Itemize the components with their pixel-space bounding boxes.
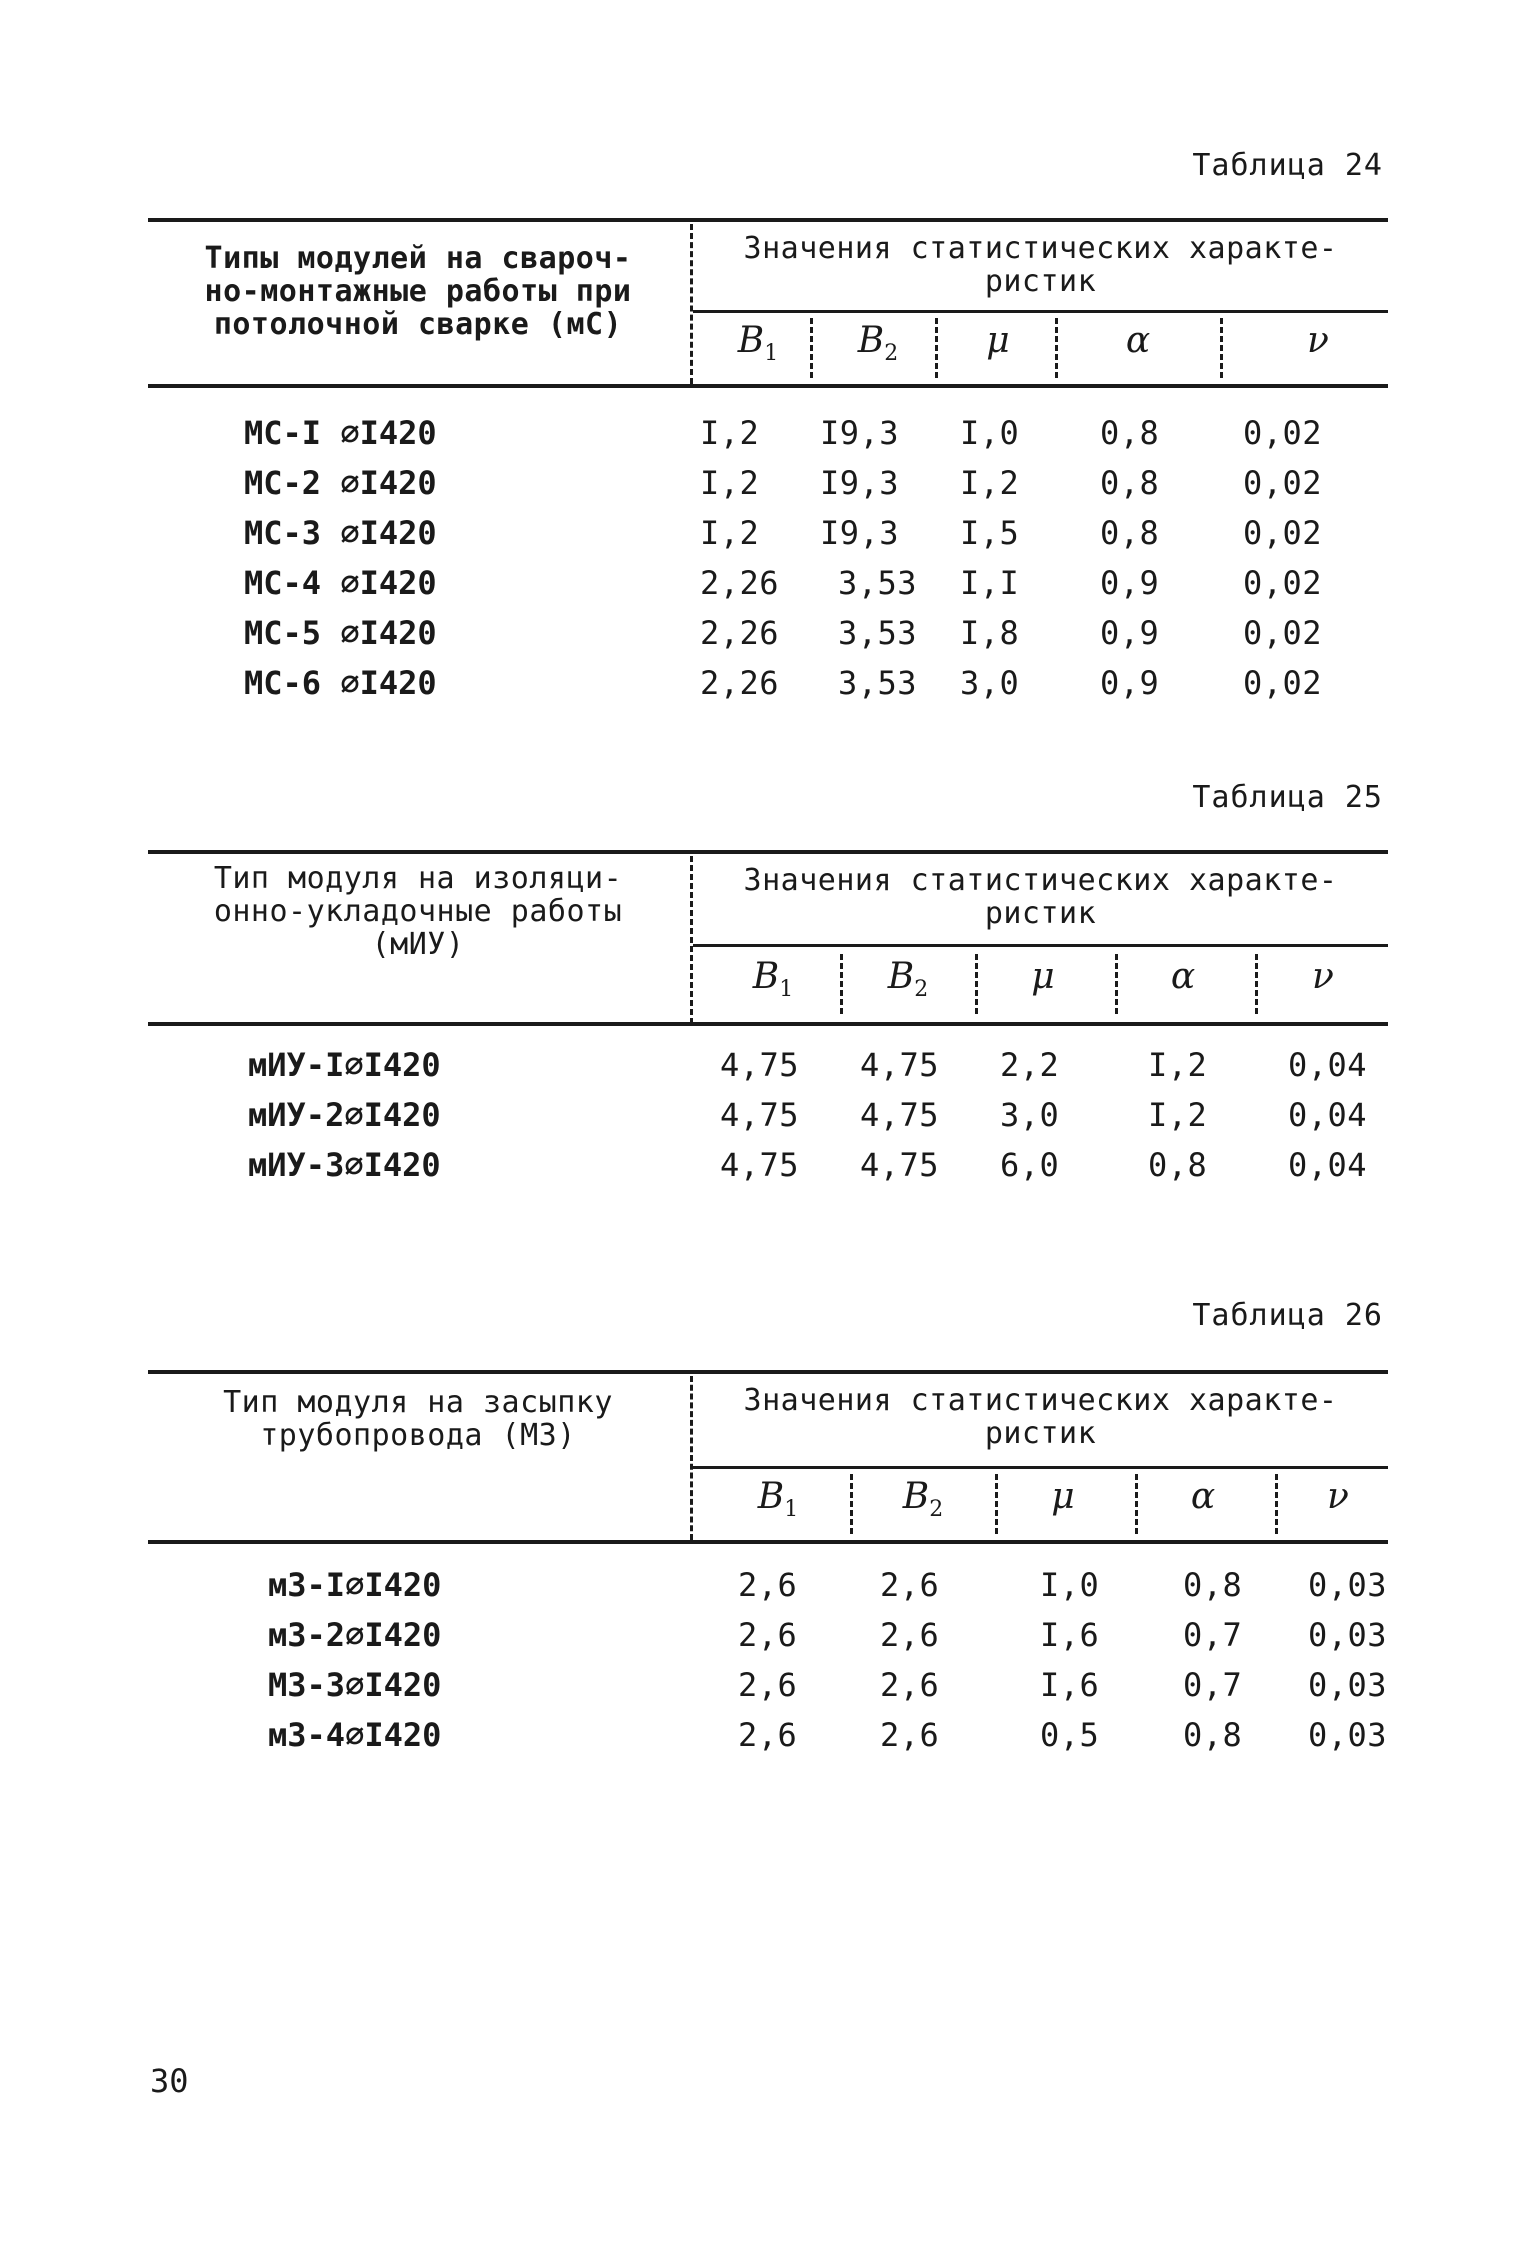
nu-symbol: ν	[1307, 320, 1329, 361]
table25-sub-divider	[975, 954, 978, 1014]
mu-symbol: μ	[986, 320, 1010, 361]
table26-top-rule	[148, 1370, 1388, 1374]
alpha-symbol: α	[1125, 320, 1151, 361]
table25-column-header: Тип модуля на изоляци- онно-укладочные работы (мИУ)	[213, 861, 623, 962]
b1-symbol: $B_1$	[752, 956, 794, 1003]
table26-group-header: Значения статистических характе- ристик	[743, 1383, 1338, 1451]
mu-symbol: μ	[1031, 956, 1055, 997]
table24-sub-divider	[810, 318, 813, 378]
mu-symbol: μ	[1051, 1476, 1075, 1517]
table26-header-bottom-rule	[148, 1540, 1388, 1544]
table25-group-header: Значения статистических характе- ристик	[743, 863, 1338, 931]
table26-sub-divider	[1135, 1474, 1138, 1534]
table25-sub-divider	[840, 954, 843, 1014]
b1-symbol: $B_1$	[757, 1476, 799, 1523]
alpha-symbol: α	[1170, 956, 1196, 997]
table24-header-bottom-rule	[148, 384, 1388, 388]
table25-subheader-rule	[693, 944, 1388, 947]
table24: Типы модулей на свароч- но-монтажные работы при потолочной сварке (мС) Значения статистических характе- ристик $B_1$ $B_2$ μ α ν МС-I ⌀I420 I,2 I9,3 I,0 0,8 0,02 МС-2 ⌀I420 I,2 I9,3 I,2 0,8 0,02 МС-3 ⌀I420 I,2 I9,3 I,5 0,8 0,02 МС-4 ⌀I420 2,26 3,53 I,I 0,9 0,02 МС-5 ⌀I420 2,26 3,53 I,8 0,9 0,02 МС-6 ⌀I420 2,26 3,53 3,0 0,9 0,02	[148, 218, 1388, 718]
table24-group-header: Значения статистических характе- ристик	[743, 231, 1338, 299]
table26-caption: Таблица 26	[1192, 1298, 1383, 1333]
b2-symbol: $B_2$	[857, 320, 899, 367]
table24-column-header: Типы модулей на свароч- но-монтажные работы при потолочной сварке (мС)	[204, 241, 632, 342]
table24-sub-divider	[1055, 318, 1058, 378]
table25-sub-divider	[1255, 954, 1258, 1014]
table24-top-rule	[148, 218, 1388, 222]
table25-caption: Таблица 25	[1192, 780, 1383, 815]
table25-sub-divider	[1115, 954, 1118, 1014]
table25: Тип модуля на изоляци- онно-укладочные работы (мИУ) Значения статистических характе- ристик $B_1$ $B_2$ μ α ν мИУ-I⌀I420 4,75 4,75 2,2 I,2 0,04 мИУ-2⌀I420 4,75 4,75 3,0 I,2 0,04 мИУ-3⌀I420 4,75 4,75 6,0 0,8 0,04	[148, 850, 1388, 1190]
table24-sub-divider	[1220, 318, 1223, 378]
table26-column-header: Тип модуля на засыпку трубопровода (МЗ)	[223, 1385, 613, 1453]
nu-symbol: ν	[1312, 956, 1334, 997]
page-number: 30	[150, 2062, 189, 2100]
table26-sub-divider	[995, 1474, 998, 1534]
table26-subheader-rule	[693, 1466, 1388, 1469]
b2-symbol: $B_2$	[887, 956, 929, 1003]
table26-sub-divider	[1275, 1474, 1278, 1534]
nu-symbol: ν	[1327, 1476, 1349, 1517]
table25-header-bottom-rule	[148, 1022, 1388, 1026]
alpha-symbol: α	[1190, 1476, 1216, 1517]
b1-symbol: $B_1$	[737, 320, 779, 367]
table26: Тип модуля на засыпку трубопровода (МЗ) Значения статистических характе- ристик $B_1$ $B_2$ μ α ν мЗ-I⌀I420 2,6 2,6 I,0 0,8 0,03 мЗ-2⌀I420 2,6 2,6 I,6 0,7 0,03 МЗ-3⌀I420 2,6 2,6 I,6 0,7 0,03 мЗ-4⌀I420 2,6 2,6 0,5 0,8 0,03	[148, 1370, 1388, 1770]
table24-subheader-rule	[693, 310, 1388, 313]
table24-caption: Таблица 24	[1192, 148, 1383, 183]
table24-sub-divider	[935, 318, 938, 378]
b2-symbol: $B_2$	[902, 1476, 944, 1523]
table25-top-rule	[148, 850, 1388, 854]
table26-sub-divider	[850, 1474, 853, 1534]
